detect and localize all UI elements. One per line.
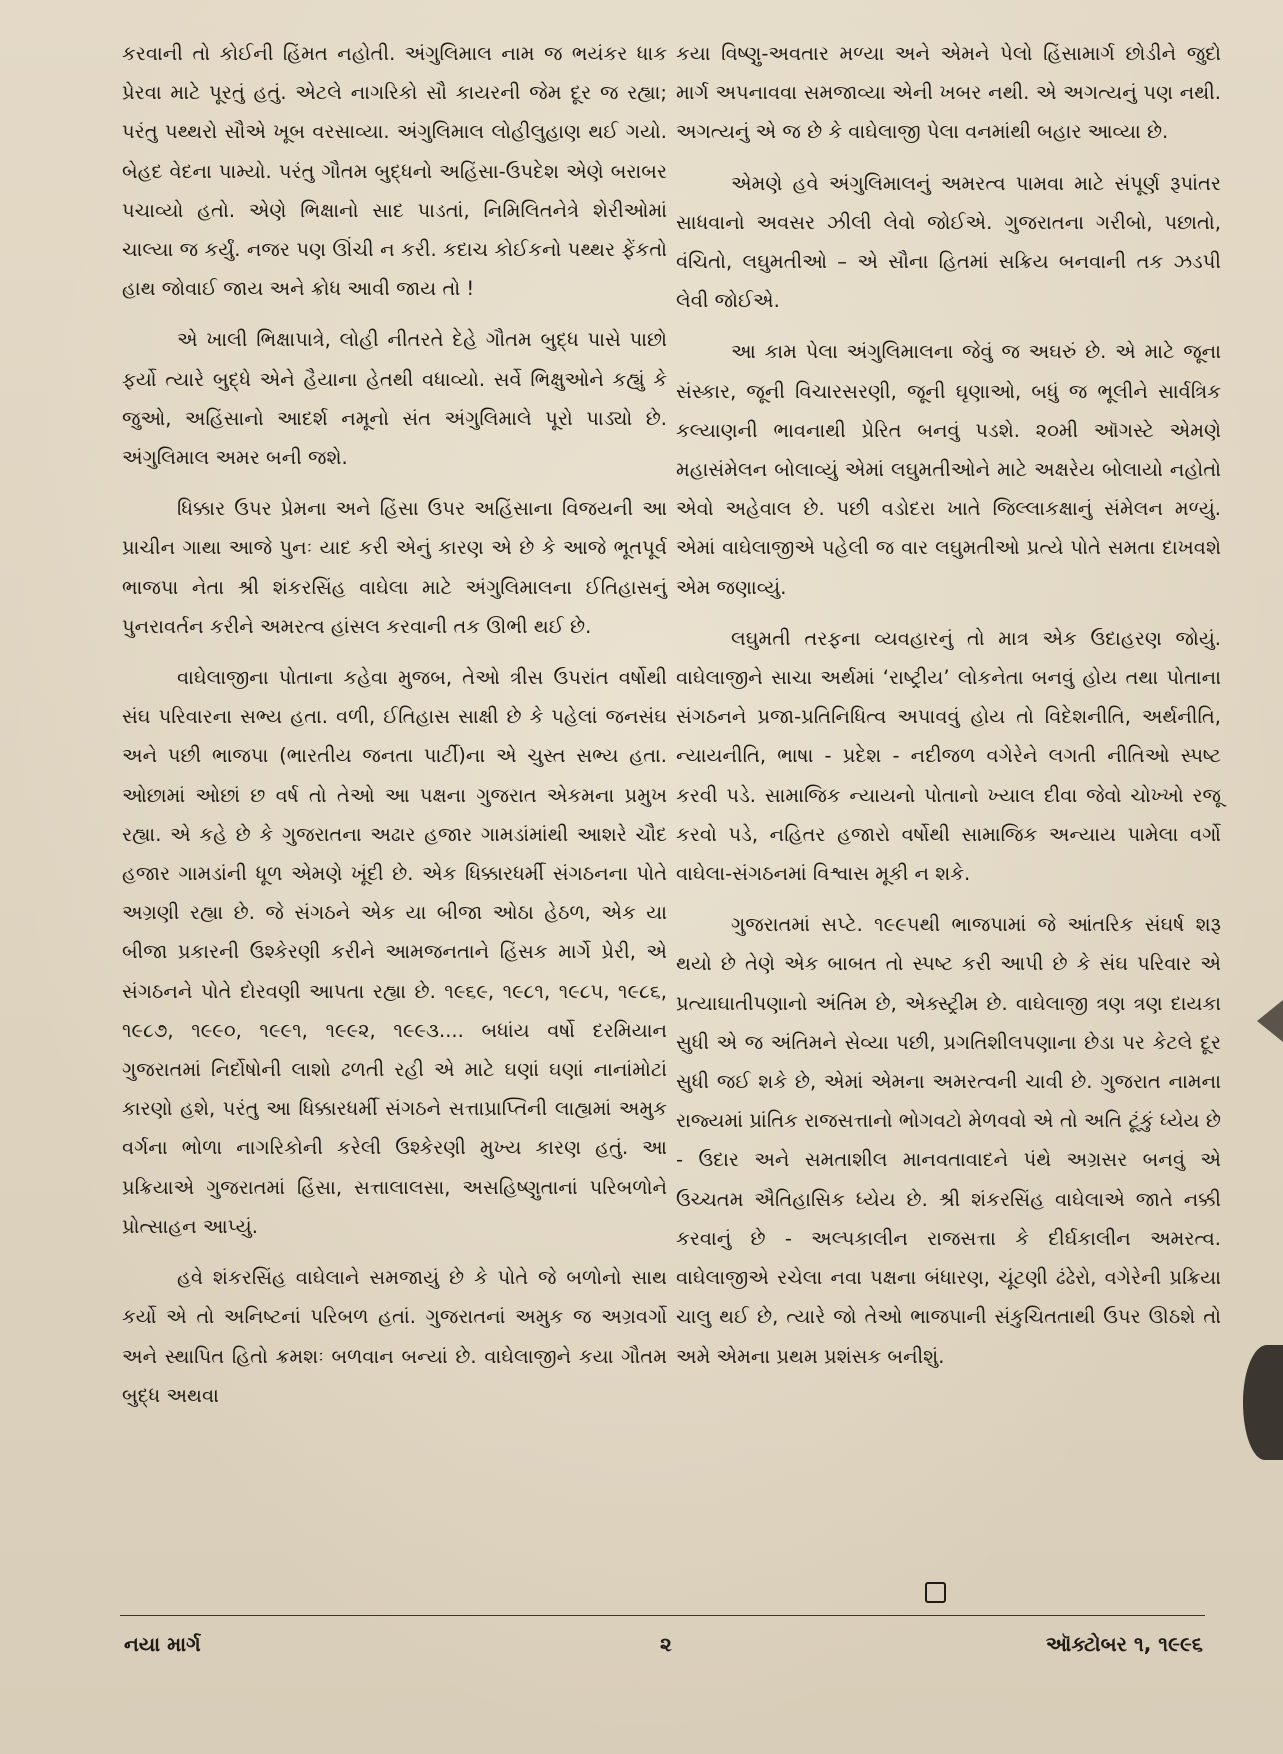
paper-torn-edge	[1243, 1345, 1283, 1460]
paragraph: વાઘેલાજીના પોતાના કહેવા મુજબ, તેઓ ત્રીસ ઉપરાંત વર્ષોથી સંઘ પરિવારના સભ્ય હતા. વળી, ઈતિહાસ સાક્ષી છે કે પહેલાં જનસંઘ અને પછી ભાજપા (ભારતીય જનતા પાર્ટી)ના એ ચુસ્ત સભ્ય હતા. ઓછામાં ઓછાં છ વર્ષ તો તેઓ આ પક્ષના ગુજરાત એકમના પ્રમુખ રહ્યા. એ કહે છે કે ગુજરાતના અઢાર હજાર ગામડાંમાંથી આશરે ચૌદ હજાર ગામડાંની ધૂળ એમણે ખૂંદી છે. એક ધિક્કારધર્મી સંગઠનના પોતે અગ્રણી રહ્યા છે. જે સંગઠને એક યા બીજા ઓઠા હેઠળ, એક યા બીજા પ્રકારની ઉશ્કેરણી કરીને આમજનતાને હિંસક માર્ગે પ્રેરી, એ સંગઠનને પોતે દોરવણી આપતા રહ્યા છે. ૧૯૬૯, ૧૯૮૧, ૧૯૮૫, ૧૯૮૬, ૧૯૮૭, ૧૯૯૦, ૧૯૯૧, ૧૯૯૨, ૧૯૯૩.... બધાંય વર્ષો દરમિયાન ગુજરાતમાં નિર્દોષોની લાશો ઢળતી રહી એ માટે ઘણાં ઘણાં નાનાંમોટાં કારણો હશે, પરંતુ આ ધિક્કારધર્મી સંગઠને સત્તાપ્રાપ્તિની લાહ્યમાં અમુક વર્ગના ભોળા નાગરિકોની કરેલી ઉશ્કેરણી મુખ્ય કારણ હતું. આ પ્રક્રિયાએ ગુજરાતમાં હિંસા, સત્તાલાલસા, અસહિષ્ણુતાનાં પરિબળોને પ્રોત્સાહન આપ્યું.	[122, 666, 667, 1238]
footer-divider	[120, 1615, 1205, 1616]
article-column-right	[676, 34, 1221, 1388]
paper-edge-notch	[1257, 1000, 1283, 1042]
paragraph: ધિક્કાર ઉપર પ્રેમના અને હિંસા ઉપર અહિંસાના વિજયની આ પ્રાચીન ગાથા આજે પુનઃ યાદ કરી એનું કારણ એ છે કે આજે ભૂતપૂર્વ ભાજપા નેતા શ્રી શંકરસિંહ વાઘેલા માટે અંગુલિમાલના ઈતિહાસનું પુનરાવર્તન કરીને અમરત્વ હાંસલ કરવાની તક ઊભી થઈ છે.	[122, 497, 667, 638]
paragraph: કયા વિષ્ણુ-અવતાર મળ્યા અને એમને પેલો હિંસામાર્ગ છોડીને જુદો માર્ગ અપનાવવા સમજાવ્યા એની ખબર નથી. એ અગત્યનું પણ નથી. અગત્યનું એ જ છે કે વાઘેલાજી પેલા વનમાંથી બહાર આવ્યા છે.	[676, 42, 1221, 144]
article-column-left	[122, 34, 667, 1427]
footer-issue-date: ઑક્ટોબર ૧, ૧૯૯૬	[1045, 1632, 1203, 1656]
paragraph: લઘુમતી તરફના વ્યવહારનું તો માત્ર એક ઉદાહરણ જોયું. વાઘેલાજીને સાચા અર્થમાં ‘રાષ્ટ્રીય’ લોકનેતા બનવું હોય તથા પોતાના સંગઠનને પ્રજા-પ્રતિનિધિત્વ અપાવવું હોય તો વિદેશનીતિ, અર્થનીતિ, ન્યાયનીતિ, ભાષા - પ્રદેશ - નદીજળ વગેરેને લગતી નીતિઓ સ્પષ્ટ કરવી પડે. સામાજિક ન્યાયનો પોતાનો ખ્યાલ દીવા જેવો ચોખ્ખો રજૂ કરવો પડે, નહિતર હજારો વર્ષોથી સામાજિક અન્યાય પામેલા વર્ગો વાઘેલા-સંગઠનમાં વિશ્વાસ મૂકી ન શકે.	[676, 626, 1221, 886]
paragraph: એ ખાલી ભિક્ષાપાત્રે, લોહી નીતરતે દેહે ગૌતમ બુદ્ધ પાસે પાછો ફર્યો ત્યારે બુદ્ધે એને હૈયાના હેતથી વધાવ્યો. સર્વે ભિક્ષુઓને કહ્યું કે જુઓ, અહિંસાનો આદર્શ નમૂનો સંત અંગુલિમાલે પૂરો પાડ્યો છે. અંગુલિમાલ અમર બની જશે.	[122, 328, 667, 470]
footer-publication-name: નયા માર્ગ	[124, 1632, 201, 1656]
paragraph: કરવાની તો કોઈની હિંમત નહોતી. અંગુલિમાલ નામ જ ભયંકર ધાક પ્રેરવા માટે પૂરતું હતું. એટલે નાગરિકો સૌ કાયરની જેમ દૂર જ રહ્યા; પરંતુ પથ્થરો સૌએ ખૂબ વરસાવ્યા. અંગુલિમાલ લોહીલુહાણ થઈ ગયો. બેહદ વેદના પામ્યો. પરંતુ ગૌતમ બુદ્ધનો અહિંસા-ઉપદેશ એણે બરાબર પચાવ્યો હતો. એણે ભિક્ષાનો સાદ પાડતાં, નિમિલિતનેત્રે શેરીઓમાં ચાલ્યા જ કર્યું. નજર પણ ઊંચી ન કરી. કદાચ કોઈકનો પથ્થર ફેંકતો હાથ જોવાઈ જાય અને ક્રોધ આવી જાય તો !	[122, 42, 667, 301]
paragraph: હવે શંકરસિંહ વાઘેલાને સમજાયું છે કે પોતે જે બળોનો સાથ કર્યો એ તો અનિષ્ટનાં પરિબળ હતાં. ગુજરાતનાં અમુક જ અગ્રવર્ગો અને સ્થાપિત હિતો ક્રમશઃ બળવાન બન્યાં છે. વાઘેલાજીને કયા ગૌતમ બુદ્ધ અથવા	[122, 1266, 667, 1407]
paragraph: ગુજરાતમાં સપ્ટે. ૧૯૯૫થી ભાજપામાં જે આંતરિક સંઘર્ષ શરૂ થયો છે તેણે એક બાબત તો સ્પષ્ટ કરી આપી છે કે સંઘ પરિવાર એ પ્રત્યાઘાતીપણાનો અંતિમ છે, એક્સ્ટ્રીમ છે. વાઘેલાજી ત્રણ ત્રણ દાયકા સુધી એ જ અંતિમને સેવ્યા પછી, પ્રગતિશીલપણાના છેડા પર કેટલે દૂર સુધી જઈ શકે છે, એમાં એમના અમરત્વની ચાવી છે. ગુજરાત નામના રાજ્યમાં પ્રાંતિક રાજસત્તાનો ભોગવટો મેળવવો એ તો અતિ ટૂંકું ધ્યેય છે - ઉદાર અને સમતાશીલ માનવતાવાદને પંથે અગ્રસર બનવું એ ઉચ્ચતમ ઐતિહાસિક ધ્યેય છે. શ્રી શંકરસિંહ વાઘેલાએ જાતે નક્કી કરવાનું છે - અલ્પકાલીન રાજસત્તા કે દીર્ઘકાલીન અમરત્વ. વાઘેલાજીએ રચેલા નવા પક્ષના બંધારણ, ચૂંટણી ઢંઢેરો, વગેરેની પ્રક્રિયા ચાલુ થઈ છે, ત્યારે જો તેઓ ભાજપાની સંકુચિતતાથી ઉપર ઊઠશે તો અમે એમના પ્રથમ પ્રશંસક બનીશું.	[676, 913, 1221, 1368]
paragraph: આ કામ પેલા અંગુલિમાલના જેવું જ અઘરું છે. એ માટે જૂના સંસ્કાર, જૂની વિચારસરણી, જૂની ઘૃણાઓ, બધું જ ભૂલીને સાર્વત્રિક કલ્યાણની ભાવનાથી પ્રેરિત બનવું પડશે. ૨૦મી ઑગસ્ટે એમણે મહાસંમેલન બોલાવ્યું એમાં લઘુમતીઓને માટે અક્ષરેય બોલાયો નહોતો એવો અહેવાલ છે. પછી વડોદરા ખાતે જિલ્લાકક્ષાનું સંમેલન મળ્યું. એમાં વાઘેલાજીએ પહેલી જ વાર લઘુમતીઓ પ્રત્યે પોતે સમતા દાખવશે એમ જણાવ્યું.	[676, 340, 1221, 599]
paragraph: એમણે હવે અંગુલિમાલનું અમરત્વ પામવા માટે સંપૂર્ણ રૂપાંતર સાધવાનો અવસર ઝીલી લેવો જોઈએ. ગુજરાતના ગરીબો, પછાતો, વંચિતો, લઘુમતીઓ – એ સૌના હિતમાં સક્રિય બનવાની તક ઝડપી લેવી જોઈએ.	[676, 171, 1221, 313]
footer-page-number: ૨	[660, 1632, 672, 1656]
end-of-article-mark	[925, 1582, 946, 1603]
